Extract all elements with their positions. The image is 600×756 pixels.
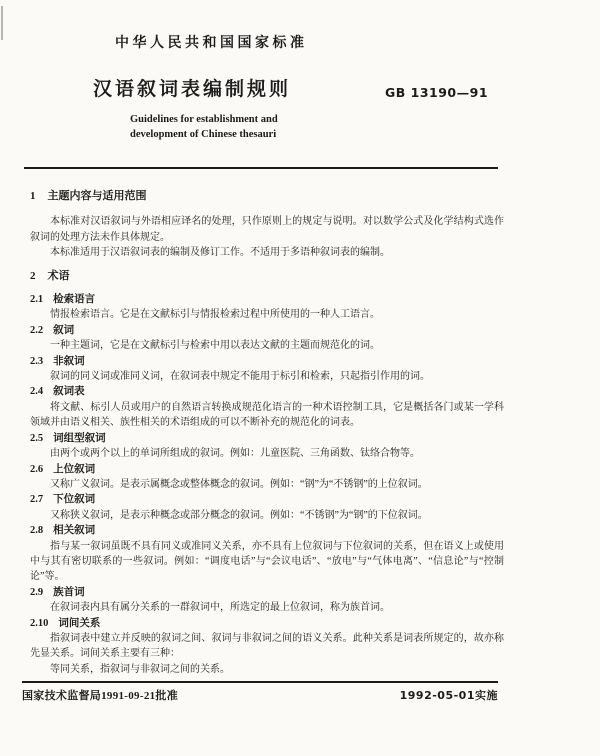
term-definition: 指叙词表中建立并反映的叙词之间、叙词与非叙词之间的语义关系。此种关系是词表所规定的，故亦称先显关系。词间关系主要有三种： (30, 632, 504, 660)
term-number: 2.8 (30, 525, 44, 537)
term-number: 2.4 (30, 386, 44, 398)
national-standard-label: 中华人民共和国国家标准 (115, 36, 308, 51)
term-heading (30, 462, 504, 477)
term-entry (30, 462, 504, 493)
term-definition: 又称狭义叙词，是表示种概念或部分概念的叙词。例如：“不锈钢”为“钢”的下位叙词。 (50, 509, 428, 521)
footer-row (22, 683, 498, 703)
term-heading (30, 292, 504, 307)
term-label: 检索语言 (53, 294, 96, 306)
header-rule (24, 167, 498, 169)
term-entry (30, 492, 504, 523)
term-heading (30, 431, 504, 446)
term-entry (30, 616, 504, 678)
term-definition: 一种主题词，它是在文献标引与检索中用以表达文献的主题而规范化的词。 (50, 340, 380, 352)
term-definition: 等同关系，指叙词与非叙词之间的关系。 (50, 663, 230, 675)
term-number: 2.1 (30, 294, 44, 306)
title-row (93, 78, 600, 102)
term-label: 下位叙词 (53, 494, 96, 506)
approval-note: 国家技术监督局1991-09-21批准 (22, 690, 179, 702)
term-number: 2.9 (30, 586, 44, 598)
term-label: 词间关系 (58, 617, 101, 629)
term-label: 相关叙词 (53, 525, 96, 537)
section-2-title: 术语 (47, 269, 70, 282)
term-number: 2.10 (30, 617, 49, 629)
english-subtitle-line-1: Guidelines for establishment and (130, 114, 278, 125)
section-terms (30, 269, 504, 678)
document-title: 汉语叙词表编制规则 (93, 79, 292, 100)
term-entry (30, 585, 504, 616)
term-definition: 叙词的同义词或准同义词，在叙词表中规定不能用于标引和检索，只起指引作用的词。 (50, 371, 430, 383)
term-number: 2.2 (30, 324, 44, 336)
term-entry (30, 523, 504, 585)
term-label: 词组型叙词 (53, 432, 106, 444)
english-subtitle-line-2: development of Chinese thesauri (130, 129, 277, 140)
term-entry (30, 292, 504, 323)
term-heading (30, 523, 504, 538)
term-label: 非叙词 (53, 355, 85, 367)
section-2-heading (30, 269, 504, 284)
section-1-paragraph: 本标准适用于汉语叙词表的编制及修订工作。不适用于多语种叙词表的编制。 (50, 247, 390, 259)
term-number: 2.7 (30, 494, 44, 506)
english-subtitle (130, 112, 600, 142)
term-definition: 在叙词表内具有属分关系的一群叙词中，所选定的最上位叙词，称为族首词。 (50, 602, 390, 614)
term-heading (30, 354, 504, 369)
term-label: 叙词 (53, 324, 75, 336)
document-footer (22, 681, 498, 703)
term-label: 族首词 (53, 586, 85, 598)
term-definition: 又称广义叙词。是表示属概念或整体概念的叙词。例如：“钢”为“不锈钢”的上位叙词。 (50, 478, 428, 490)
section-1-number: 1 (30, 190, 36, 202)
section-1-heading (30, 189, 504, 204)
term-heading (30, 616, 504, 631)
term-label: 叙词表 (53, 386, 85, 398)
term-heading (30, 323, 504, 338)
term-heading (30, 585, 504, 600)
standard-code: GB 13190—91 (385, 85, 489, 100)
document-header (0, 35, 600, 169)
term-definition: 指与某一叙词虽既不具有同义或准同义关系，亦不具有上位叙词与下位叙词的关系，但在语义上或使用中与其有密切联系的一些叙词。例如：“调度电话”与“会议电话”、“放电”与“气体电离”、“信息论”与“控制论”等。 (30, 540, 504, 583)
term-definition: 由两个或两个以上的单词所组成的叙词。例如：儿童医院、三角函数、钛络合物等。 (50, 448, 420, 460)
term-number: 2.5 (30, 432, 44, 444)
document-body (30, 189, 504, 677)
term-number: 2.6 (30, 463, 44, 475)
term-definition: 将文献、标引人员或用户的自然语言转换成规范化语言的一种术语控制工具，它是概括各门或某一学科领域并由语义相关、族性相关的术语组成的可以不断补充的规范化的词表。 (30, 401, 504, 429)
section-scope (30, 189, 504, 261)
term-entry (30, 431, 504, 462)
term-label: 上位叙词 (53, 463, 96, 475)
implementation-date: 1992-05-01实施 (399, 689, 498, 702)
term-entry (30, 323, 504, 354)
term-heading (30, 384, 504, 399)
term-number: 2.3 (30, 355, 44, 367)
term-definition: 情报检索语言。它是在文献标引与情报检索过程中所使用的一种人工语言。 (50, 309, 380, 321)
section-2-number: 2 (30, 269, 36, 282)
term-entry (30, 384, 504, 430)
term-entry (30, 354, 504, 385)
section-1-title: 主题内容与适用范围 (47, 190, 147, 202)
term-heading (30, 492, 504, 507)
section-1-paragraph: 本标准对汉语叙词与外语相应译名的处理，只作原则上的规定与说明。对以数学公式及化学结构式选作叙词的处理方法未作具体规定。 (30, 216, 504, 243)
scan-artifact-mark (1, 6, 3, 40)
